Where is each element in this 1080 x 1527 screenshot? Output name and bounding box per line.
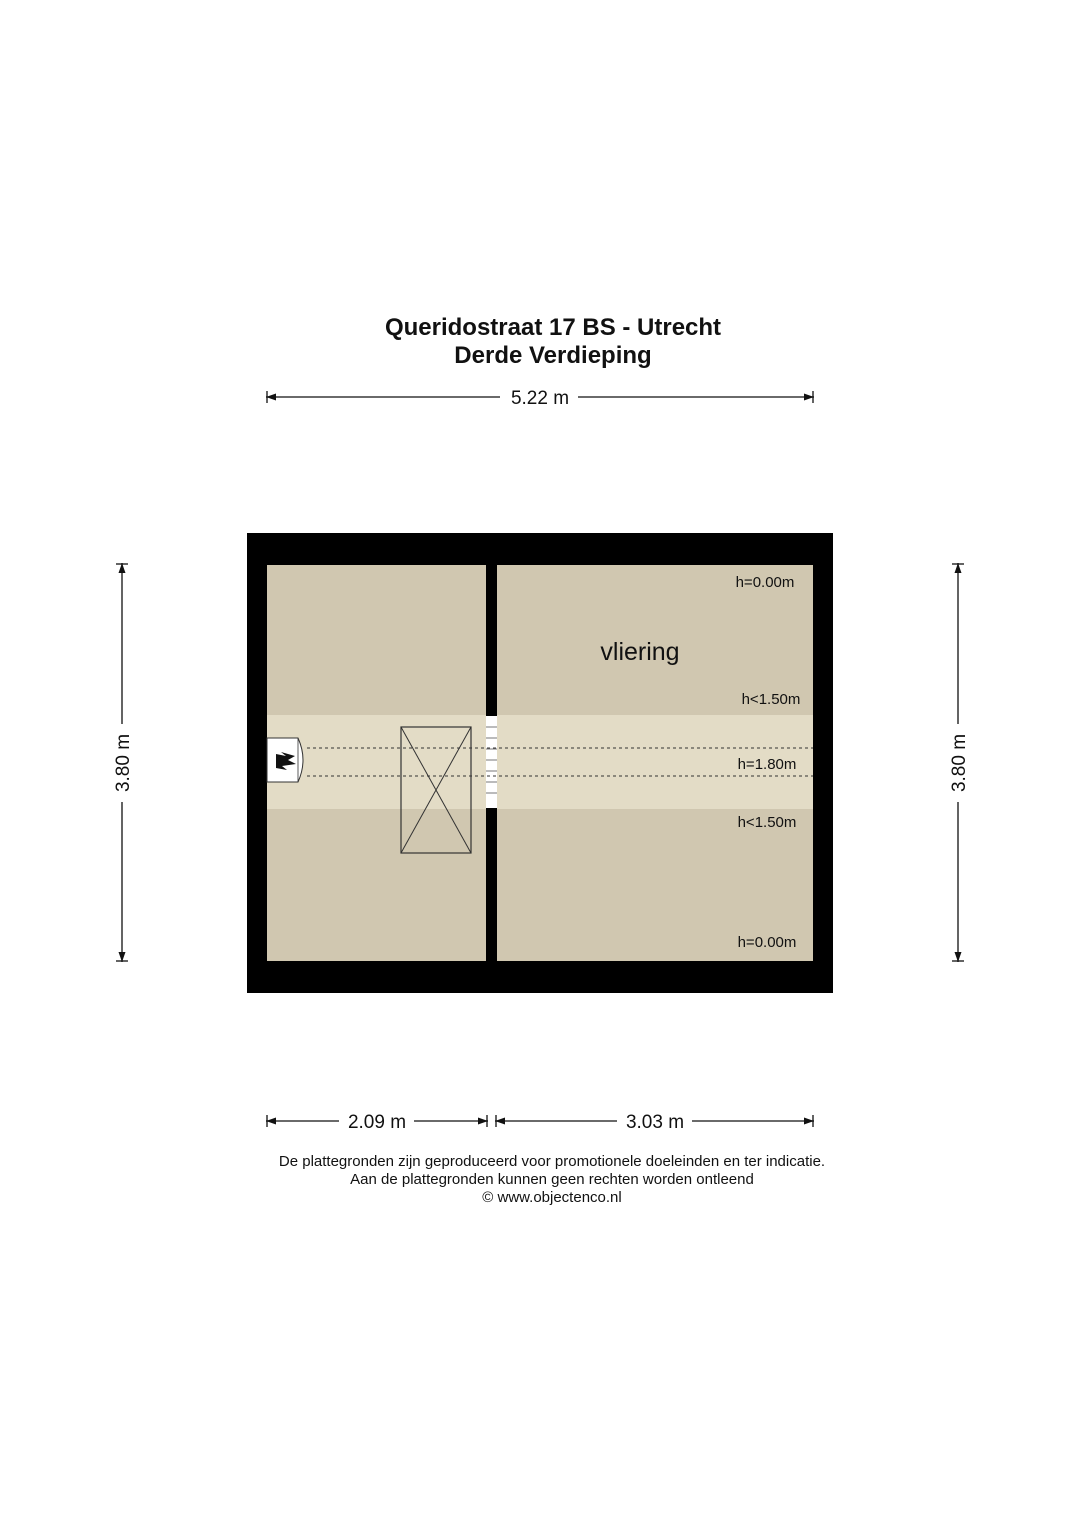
height-label-bottom: h=0.00m (737, 934, 797, 951)
doorway (486, 716, 497, 808)
height-label-lower-slope: h<1.50m (737, 814, 797, 831)
height-label-top: h=0.00m (735, 574, 795, 591)
dimension-right-room-width-label: 3.03 m (625, 1112, 685, 1133)
room-label-attic: vliering (600, 638, 680, 666)
dimension-left-room-width (266, 1112, 488, 1133)
copyright-line: © www.objectenco.nl (482, 1189, 622, 1206)
dimension-left-height (113, 563, 134, 962)
height-label-upper-slope: h<1.50m (741, 691, 801, 708)
dimension-right-room-width (495, 1112, 814, 1133)
dimension-left-height-label: 3.80 m (113, 733, 134, 793)
boiler-icon (267, 738, 303, 782)
dimension-left-room-width-label: 2.09 m (347, 1112, 407, 1133)
disclaimer-line-2: Aan de plattegronden kunnen geen rechten worden ontleend (350, 1171, 754, 1188)
dimension-right-height (949, 563, 970, 962)
plan-title: Queridostraat 17 BS - Utrecht (384, 314, 722, 341)
dimension-total-width-label: 5.22 m (510, 388, 570, 409)
dimension-right-height-label: 3.80 m (949, 733, 970, 793)
height-label-ridge: h=1.80m (737, 756, 797, 773)
disclaimer-line-1: De plattegronden zijn geproduceerd voor promotionele doeleinden en ter indicatie. (278, 1153, 826, 1170)
floor-subtitle: Derde Verdieping (454, 342, 652, 369)
dimension-total-width (266, 388, 814, 409)
